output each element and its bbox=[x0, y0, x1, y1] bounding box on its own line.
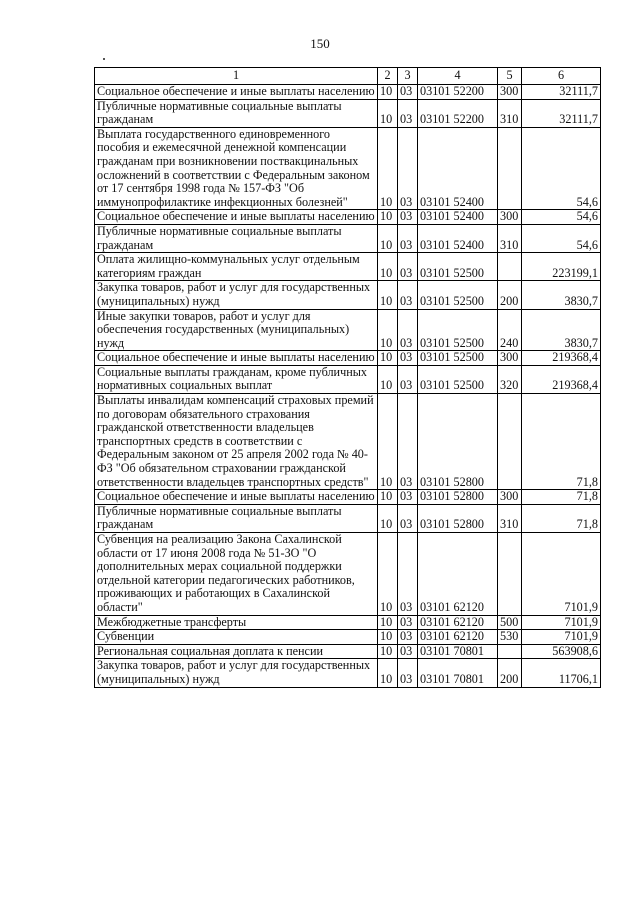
target-article-code-cell: 03101 62120 bbox=[418, 615, 498, 630]
target-article-code-cell: 03101 70801 bbox=[418, 659, 498, 687]
expense-type-code-cell: 530 bbox=[498, 630, 522, 645]
header-row bbox=[95, 68, 601, 85]
header-col-4: 4 bbox=[418, 68, 498, 85]
item-name-cell: Публичные нормативные социальные выплаты гражданам bbox=[95, 224, 378, 252]
expense-type-code-cell: 310 bbox=[498, 99, 522, 127]
table-row bbox=[95, 351, 601, 366]
section-code-cell: 10 bbox=[378, 351, 398, 366]
amount-cell: 563908,6 bbox=[522, 644, 601, 659]
table-row bbox=[95, 615, 601, 630]
section-code-cell: 10 bbox=[378, 504, 398, 532]
item-name-cell: Закупка товаров, работ и услуг для государственных (муниципальных) нужд bbox=[95, 281, 378, 309]
header-col-6: 6 bbox=[522, 68, 601, 85]
table-row bbox=[95, 253, 601, 281]
amount-cell: 32111,7 bbox=[522, 99, 601, 127]
amount-cell: 223199,1 bbox=[522, 253, 601, 281]
target-article-code-cell: 03101 52800 bbox=[418, 394, 498, 490]
expense-type-code-cell bbox=[498, 533, 522, 616]
amount-cell: 71,8 bbox=[522, 504, 601, 532]
budget-table bbox=[94, 67, 601, 688]
amount-cell: 71,8 bbox=[522, 394, 601, 490]
item-name-cell: Межбюджетные трансферты bbox=[95, 615, 378, 630]
table-row bbox=[95, 99, 601, 127]
item-name-cell: Социальное обеспечение и иные выплаты населению bbox=[95, 490, 378, 505]
target-article-code-cell: 03101 52400 bbox=[418, 224, 498, 252]
table-row bbox=[95, 365, 601, 393]
target-article-code-cell: 03101 52800 bbox=[418, 504, 498, 532]
expense-type-code-cell: 310 bbox=[498, 224, 522, 252]
expense-type-code-cell bbox=[498, 127, 522, 210]
section-code-cell: 10 bbox=[378, 365, 398, 393]
section-code-cell: 10 bbox=[378, 253, 398, 281]
subsection-code-cell: 03 bbox=[398, 615, 418, 630]
section-code-cell: 10 bbox=[378, 85, 398, 100]
expense-type-code-cell bbox=[498, 253, 522, 281]
section-code-cell: 10 bbox=[378, 224, 398, 252]
target-article-code-cell: 03101 52200 bbox=[418, 99, 498, 127]
amount-cell: 71,8 bbox=[522, 490, 601, 505]
subsection-code-cell: 03 bbox=[398, 644, 418, 659]
page-number: 150 bbox=[310, 36, 330, 51]
expense-type-code-cell: 310 bbox=[498, 504, 522, 532]
table-body bbox=[95, 85, 601, 688]
amount-cell: 54,6 bbox=[522, 210, 601, 225]
section-code-cell: 10 bbox=[378, 394, 398, 490]
subsection-code-cell: 03 bbox=[398, 630, 418, 645]
header-col-5: 5 bbox=[498, 68, 522, 85]
expense-type-code-cell: 200 bbox=[498, 281, 522, 309]
item-name-cell: Выплата государственного единовременного пособия и ежемесячной денежной компенсации гражданам при возникновении поствакцинальных осложнений в соответствии с Федеральным законом от 17 сентября 1998 года № 157-ФЗ "Об иммунопрофилактике инфекционных болезней" bbox=[95, 127, 378, 210]
subsection-code-cell: 03 bbox=[398, 504, 418, 532]
expense-type-code-cell: 320 bbox=[498, 365, 522, 393]
target-article-code-cell: 03101 52500 bbox=[418, 309, 498, 351]
section-code-cell: 10 bbox=[378, 615, 398, 630]
item-name-cell: Иные закупки товаров, работ и услуг для обеспечения государственных (муниципальных) нужд bbox=[95, 309, 378, 351]
header-col-1: 1 bbox=[95, 68, 378, 85]
table-row bbox=[95, 85, 601, 100]
section-code-cell: 10 bbox=[378, 659, 398, 687]
table-row bbox=[95, 210, 601, 225]
item-name-cell: Оплата жилищно-коммунальных услуг отдельным категориям граждан bbox=[95, 253, 378, 281]
item-name-cell: Социальное обеспечение и иные выплаты населению bbox=[95, 351, 378, 366]
item-name-cell: Социальное обеспечение и иные выплаты населению bbox=[95, 210, 378, 225]
item-name-cell: Выплаты инвалидам компенсаций страховых премий по договорам обязательного страхования гражданской ответственности владельцев транспортных средств в соответствии с Федеральным законом от 25 апреля 2002 года № 40-ФЗ "Об обязательном страховании гражданской ответственности владельцев транспортных средств" bbox=[95, 394, 378, 490]
subsection-code-cell: 03 bbox=[398, 533, 418, 616]
expense-type-code-cell: 300 bbox=[498, 210, 522, 225]
table-row bbox=[95, 630, 601, 645]
expense-type-code-cell bbox=[498, 644, 522, 659]
expense-type-code-cell: 300 bbox=[498, 351, 522, 366]
table-row bbox=[95, 504, 601, 532]
section-code-cell: 10 bbox=[378, 127, 398, 210]
target-article-code-cell: 03101 70801 bbox=[418, 644, 498, 659]
table-row bbox=[95, 224, 601, 252]
expense-type-code-cell: 240 bbox=[498, 309, 522, 351]
item-name-cell: Публичные нормативные социальные выплаты гражданам bbox=[95, 504, 378, 532]
scan-speck bbox=[103, 58, 105, 60]
subsection-code-cell: 03 bbox=[398, 99, 418, 127]
table-row bbox=[95, 394, 601, 490]
target-article-code-cell: 03101 52500 bbox=[418, 253, 498, 281]
table-row bbox=[95, 490, 601, 505]
amount-cell: 32111,7 bbox=[522, 85, 601, 100]
amount-cell: 54,6 bbox=[522, 127, 601, 210]
subsection-code-cell: 03 bbox=[398, 351, 418, 366]
expense-type-code-cell: 300 bbox=[498, 490, 522, 505]
table-row bbox=[95, 644, 601, 659]
table-row bbox=[95, 309, 601, 351]
table-row bbox=[95, 533, 601, 616]
section-code-cell: 10 bbox=[378, 533, 398, 616]
amount-cell: 7101,9 bbox=[522, 533, 601, 616]
section-code-cell: 10 bbox=[378, 210, 398, 225]
target-article-code-cell: 03101 62120 bbox=[418, 630, 498, 645]
target-article-code-cell: 03101 52400 bbox=[418, 210, 498, 225]
subsection-code-cell: 03 bbox=[398, 394, 418, 490]
section-code-cell: 10 bbox=[378, 630, 398, 645]
subsection-code-cell: 03 bbox=[398, 365, 418, 393]
amount-cell: 11706,1 bbox=[522, 659, 601, 687]
subsection-code-cell: 03 bbox=[398, 224, 418, 252]
item-name-cell: Субвенции bbox=[95, 630, 378, 645]
target-article-code-cell: 03101 52500 bbox=[418, 351, 498, 366]
target-article-code-cell: 03101 52500 bbox=[418, 281, 498, 309]
amount-cell: 3830,7 bbox=[522, 281, 601, 309]
header-col-2: 2 bbox=[378, 68, 398, 85]
section-code-cell: 10 bbox=[378, 644, 398, 659]
subsection-code-cell: 03 bbox=[398, 490, 418, 505]
amount-cell: 7101,9 bbox=[522, 615, 601, 630]
section-code-cell: 10 bbox=[378, 281, 398, 309]
item-name-cell: Социальное обеспечение и иные выплаты населению bbox=[95, 85, 378, 100]
expense-type-code-cell: 500 bbox=[498, 615, 522, 630]
subsection-code-cell: 03 bbox=[398, 253, 418, 281]
amount-cell: 219368,4 bbox=[522, 365, 601, 393]
subsection-code-cell: 03 bbox=[398, 309, 418, 351]
expense-type-code-cell: 300 bbox=[498, 85, 522, 100]
section-code-cell: 10 bbox=[378, 490, 398, 505]
table-row bbox=[95, 281, 601, 309]
expense-type-code-cell: 200 bbox=[498, 659, 522, 687]
item-name-cell: Субвенция на реализацию Закона Сахалинской области от 17 июня 2008 года № 51-ЗО "О дополнительных мерах социальной поддержки отдельной категории педагогических работников, проживающих и работающих в Сахалинской области" bbox=[95, 533, 378, 616]
table-row bbox=[95, 659, 601, 687]
subsection-code-cell: 03 bbox=[398, 659, 418, 687]
amount-cell: 3830,7 bbox=[522, 309, 601, 351]
subsection-code-cell: 03 bbox=[398, 127, 418, 210]
item-name-cell: Социальные выплаты гражданам, кроме публичных нормативных социальных выплат bbox=[95, 365, 378, 393]
amount-cell: 54,6 bbox=[522, 224, 601, 252]
subsection-code-cell: 03 bbox=[398, 85, 418, 100]
section-code-cell: 10 bbox=[378, 309, 398, 351]
target-article-code-cell: 03101 52400 bbox=[418, 127, 498, 210]
expense-type-code-cell bbox=[498, 394, 522, 490]
item-name-cell: Публичные нормативные социальные выплаты гражданам bbox=[95, 99, 378, 127]
item-name-cell: Региональная социальная доплата к пенсии bbox=[95, 644, 378, 659]
amount-cell: 219368,4 bbox=[522, 351, 601, 366]
target-article-code-cell: 03101 52500 bbox=[418, 365, 498, 393]
target-article-code-cell: 03101 52800 bbox=[418, 490, 498, 505]
subsection-code-cell: 03 bbox=[398, 281, 418, 309]
target-article-code-cell: 03101 52200 bbox=[418, 85, 498, 100]
target-article-code-cell: 03101 62120 bbox=[418, 533, 498, 616]
amount-cell: 7101,9 bbox=[522, 630, 601, 645]
section-code-cell: 10 bbox=[378, 99, 398, 127]
table-row bbox=[95, 127, 601, 210]
item-name-cell: Закупка товаров, работ и услуг для государственных (муниципальных) нужд bbox=[95, 659, 378, 687]
header-col-3: 3 bbox=[398, 68, 418, 85]
subsection-code-cell: 03 bbox=[398, 210, 418, 225]
